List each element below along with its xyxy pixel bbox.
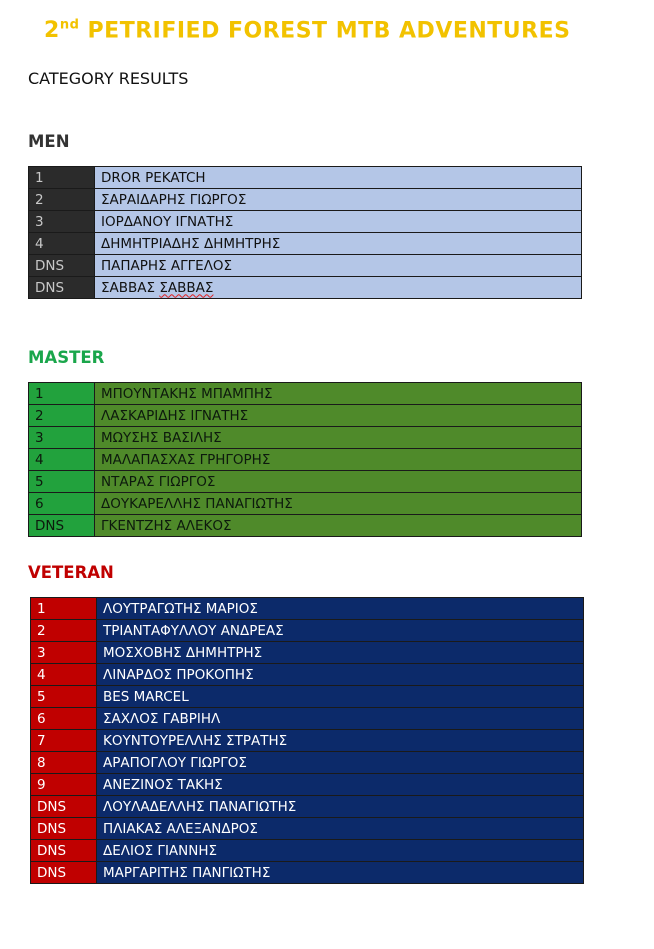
rider-name-cell: ΙΟΡΔΑΝΟΥ ΙΓΝΑΤΗΣ bbox=[95, 211, 582, 233]
position-cell: 2 bbox=[31, 620, 97, 642]
rider-name-cell: DROR PEKATCH bbox=[95, 167, 582, 189]
position-cell: DNS bbox=[31, 862, 97, 884]
rider-name-cell: ΛΟΥΛΑΔΕΛΛΗΣ ΠΑΝΑΓΙΩΤΗΣ bbox=[97, 796, 584, 818]
rider-name-cell: ΑΝΕΖΙΝΟΣ ΤΑΚΗΣ bbox=[97, 774, 584, 796]
table-row bbox=[31, 752, 584, 774]
category-heading-men: MEN bbox=[28, 132, 70, 151]
rider-name-cell: ΜΑΡΓΑΡΙΤΗΣ ΠΑΝΓΙΩΤΗΣ bbox=[97, 862, 584, 884]
category-heading-master: MASTER bbox=[28, 348, 105, 367]
table-row bbox=[29, 493, 582, 515]
title-text: PETRIFIED FOREST MTB ADVENTURES bbox=[87, 18, 571, 44]
table-row bbox=[31, 818, 584, 840]
table-row bbox=[31, 598, 584, 620]
position-cell: 4 bbox=[31, 664, 97, 686]
rider-name-cell: ΜΠΟΥΝΤΑΚΗΣ ΜΠΑΜΠΗΣ bbox=[95, 383, 582, 405]
rider-last-name-spellcheck: ΣΑΒΒΑΣ bbox=[159, 279, 214, 296]
position-cell: DNS bbox=[31, 840, 97, 862]
rider-name-cell: ΠΛΙΑΚΑΣ ΑΛΕΞΑΝΔΡΟΣ bbox=[97, 818, 584, 840]
rider-name-cell: ΔΟΥΚΑΡΕΛΛΗΣ ΠΑΝΑΓΙΩΤΗΣ bbox=[95, 493, 582, 515]
results-table-veteran bbox=[30, 597, 584, 884]
position-cell: DNS bbox=[29, 255, 95, 277]
position-cell: 2 bbox=[29, 405, 95, 427]
results-table-men bbox=[28, 166, 582, 299]
table-row bbox=[29, 211, 582, 233]
rider-name-cell: ΝΤΑΡΑΣ ΓΙΩΡΓΟΣ bbox=[95, 471, 582, 493]
position-cell: 4 bbox=[29, 233, 95, 255]
table-row bbox=[31, 664, 584, 686]
table-row bbox=[29, 255, 582, 277]
rider-name-cell: ΛΙΝΑΡΔΟΣ ΠΡΟΚΟΠΗΣ bbox=[97, 664, 584, 686]
table-row bbox=[29, 471, 582, 493]
rider-name-cell: ΠΑΠΑΡΗΣ ΑΓΓΕΛΟΣ bbox=[95, 255, 582, 277]
title-ordinal-number: 2 bbox=[44, 18, 60, 44]
rider-name-cell: ΜΩΥΣΗΣ ΒΑΣΙΛΗΣ bbox=[95, 427, 582, 449]
position-cell: 9 bbox=[31, 774, 97, 796]
document-title bbox=[44, 18, 604, 43]
rider-name-cell: ΓΚΕΝΤΖΗΣ ΑΛΕΚΟΣ bbox=[95, 515, 582, 537]
position-cell: 7 bbox=[31, 730, 97, 752]
rider-name-cell: ΛΟΥΤΡΑΓΩΤΗΣ ΜΑΡΙΟΣ bbox=[97, 598, 584, 620]
position-cell: 3 bbox=[29, 427, 95, 449]
table-row bbox=[29, 515, 582, 537]
table-row bbox=[31, 686, 584, 708]
table-row bbox=[29, 427, 582, 449]
rider-name-cell: ΜΟΣΧΟΒΗΣ ΔΗΜΗΤΡΗΣ bbox=[97, 642, 584, 664]
results-table-master bbox=[28, 382, 582, 537]
position-cell: 1 bbox=[31, 598, 97, 620]
table-row bbox=[29, 233, 582, 255]
position-cell: DNS bbox=[31, 796, 97, 818]
rider-name-cell: ΤΡΙΑΝΤΑΦΥΛΛΟΥ ΑΝΔΡΕΑΣ bbox=[97, 620, 584, 642]
table-row bbox=[29, 277, 582, 299]
position-cell: 5 bbox=[31, 686, 97, 708]
rider-name-cell bbox=[95, 277, 582, 299]
category-heading-veteran: VETERAN bbox=[28, 563, 114, 582]
table-row bbox=[31, 642, 584, 664]
rider-name-cell: ΛΑΣΚΑΡΙΔΗΣ ΙΓΝΑΤΗΣ bbox=[95, 405, 582, 427]
rider-name-cell: BES MARCEL bbox=[97, 686, 584, 708]
rider-name-cell: ΑΡΑΠΟΓΛΟΥ ΓΙΩΡΓΟΣ bbox=[97, 752, 584, 774]
position-cell: 6 bbox=[29, 493, 95, 515]
table-row bbox=[29, 167, 582, 189]
rider-name-cell: ΣΑΧΛΟΣ ΓΑΒΡΙΗΛ bbox=[97, 708, 584, 730]
position-cell: 2 bbox=[29, 189, 95, 211]
position-cell: DNS bbox=[31, 818, 97, 840]
position-cell: 4 bbox=[29, 449, 95, 471]
position-cell: 1 bbox=[29, 167, 95, 189]
title-ordinal bbox=[44, 18, 79, 43]
position-cell: 8 bbox=[31, 752, 97, 774]
table-row bbox=[31, 862, 584, 884]
position-cell: 1 bbox=[29, 383, 95, 405]
position-cell: DNS bbox=[29, 515, 95, 537]
table-row bbox=[29, 189, 582, 211]
position-cell: 6 bbox=[31, 708, 97, 730]
rider-name-cell: ΔΕΛΙΟΣ ΓΙΑΝΝΗΣ bbox=[97, 840, 584, 862]
position-cell: DNS bbox=[29, 277, 95, 299]
rider-name-cell: ΚΟΥΝΤΟΥΡΕΛΛΗΣ ΣΤΡΑΤΗΣ bbox=[97, 730, 584, 752]
table-row bbox=[29, 383, 582, 405]
subtitle: CATEGORY RESULTS bbox=[28, 69, 189, 88]
position-cell: 3 bbox=[31, 642, 97, 664]
rider-name-cell: ΔΗΜΗΤΡΙΑΔΗΣ ΔΗΜΗΤΡΗΣ bbox=[95, 233, 582, 255]
table-row bbox=[31, 796, 584, 818]
position-cell: 3 bbox=[29, 211, 95, 233]
table-row bbox=[31, 708, 584, 730]
table-row bbox=[31, 774, 584, 796]
table-row bbox=[31, 840, 584, 862]
table-row bbox=[29, 405, 582, 427]
rider-name-cell: ΜΑΛΑΠΑΣΧΑΣ ΓΡΗΓΟΡΗΣ bbox=[95, 449, 582, 471]
rider-first-name: ΣΑΒΒΑΣ bbox=[101, 279, 156, 296]
title-ordinal-suffix: nd bbox=[59, 18, 80, 33]
table-row bbox=[31, 620, 584, 642]
position-cell: 5 bbox=[29, 471, 95, 493]
table-row bbox=[31, 730, 584, 752]
table-row bbox=[29, 449, 582, 471]
rider-name-cell: ΣΑΡΑΙΔΑΡΗΣ ΓΙΩΡΓΟΣ bbox=[95, 189, 582, 211]
